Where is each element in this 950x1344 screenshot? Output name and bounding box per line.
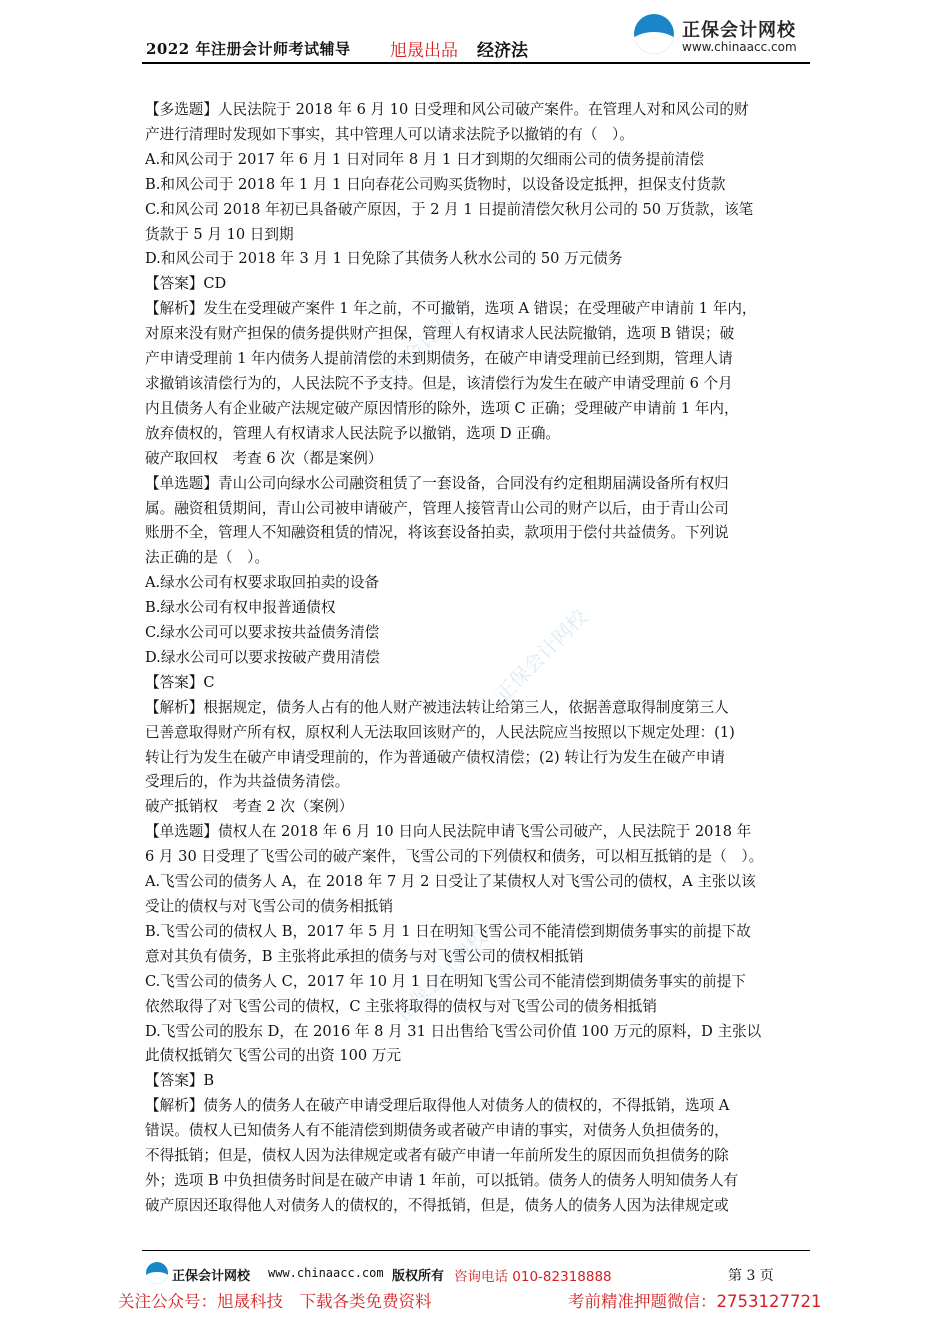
- text-line: B.绿水公司有权申报普通债权: [145, 599, 336, 617]
- text-line: 错误。债权人已知债务人有不能清偿到期债务或者破产申请的事实，对债务人负担债务的，: [145, 1122, 729, 1140]
- text-line: 【答案】C: [145, 673, 215, 691]
- footer-rule: [142, 1250, 810, 1251]
- text-line: 外；选项 B 中负担债务时间是在破产申请 1 年前，可以抵销。债务人的债务人明知债务人有: [145, 1171, 739, 1189]
- watermark-icon: 正保会计网校: [390, 924, 492, 1027]
- text-line: 求撤销该清偿行为的，人民法院不予支持。但是，该清偿行为发生在破产申请受理前 6 个月: [145, 374, 733, 392]
- text-line: 不得抵销；但是，债权人因为法律规定或者有破产申请一年前所发生的原因而负担债务的除: [145, 1147, 729, 1165]
- text-line: 【答案】B: [145, 1072, 215, 1090]
- footer-logo-name: 正保会计网校: [172, 1269, 251, 1284]
- text-line: 破产原因还取得他人对债务人的债权的，不得抵销，但是，债务人的债务人因为法律规定或: [145, 1196, 729, 1214]
- text-line: 【多选题】人民法院于 2018 年 6 月 10 日受理和风公司破产案件。在管理人对和风公司的财: [145, 101, 749, 118]
- promo-left: 关注公众号：旭晟科技 下载各类免费资料: [118, 1292, 432, 1311]
- text-line: D.飞雪公司的股东 D，在 2016 年 8 月 31 日出售给飞雪公司价值 100 万元的原料，D 主张以: [145, 1022, 762, 1040]
- watermark-icon: 正保会计网校: [370, 294, 472, 397]
- text-line: 【单选题】青山公司向绿水公司融资租赁了一套设备，合同没有约定租期届满设备所有权归: [145, 474, 729, 492]
- header-rule: [142, 62, 810, 64]
- text-line: 受理后的，作为共益债务清偿。: [145, 773, 350, 791]
- logo-icon: [634, 14, 674, 54]
- text-line: C.和风公司 2018 年初已具备破产原因，于 2 月 1 日提前清偿欠秋月公司的 50 万货款，该笔: [145, 200, 754, 218]
- text-line: C.绿水公司可以要求按共益债务清偿: [145, 624, 380, 642]
- text-line: 破产取回权 考查 6 次（都是案例）: [145, 449, 383, 467]
- promo-right: 考前精准押题微信：2753127721: [568, 1292, 822, 1311]
- text-line: B.飞雪公司的债权人 B，2017 年 5 月 1 日在明知飞雪公司不能清偿到期债务事实的前提下故: [145, 922, 751, 940]
- text-line: 转让行为发生在破产申请受理前的，作为普通破产债权清偿；(2) 转让行为发生在破产申请: [145, 748, 725, 766]
- text-line: 内且债务人有企业破产法规定破产原因情形的除外，选项 C 正确；受理破产申请前 1 年内，: [145, 399, 739, 417]
- text-line: 6 月 30 日受理了飞雪公司的破产案件，飞雪公司的下列债权和债务，可以相互抵销的是（ ）。: [145, 848, 764, 866]
- text-line: A.和风公司于 2017 年 6 月 1 日对同年 8 月 1 日才到期的欠细雨公司的债务提前清偿: [145, 150, 705, 168]
- text-line: 法正确的是（ ）。: [145, 549, 270, 567]
- text-line: 货款于 5 月 10 日到期: [145, 225, 294, 243]
- page-header: [142, 0, 810, 66]
- text-line: 产进行清理时发现如下事实，其中管理人可以请求法院予以撤销的有（ ）。: [145, 125, 634, 143]
- text-line: A.飞雪公司的债务人 A，在 2018 年 7 月 2 日受让了某债权人对飞雪公司的债权，A 主张以该: [145, 873, 756, 891]
- text-line: 受让的债权与对飞雪公司的债务相抵销: [145, 898, 394, 915]
- footer-copyright: 版权所有: [392, 1269, 445, 1284]
- text-line: 【单选题】债权人在 2018 年 6 月 10 日向人民法院申请飞雪公司破产，人民法院于 2018 年: [145, 823, 752, 841]
- text-line: 此债权抵销欠飞雪公司的出资 100 万元: [145, 1047, 402, 1065]
- header-subject: 经济法: [477, 41, 528, 61]
- text-line: 【解析】债务人的债务人在破产申请受理后取得他人对债务人的债权的，不得抵销，选项 A: [145, 1097, 730, 1115]
- footer-logo-icon: [146, 1262, 168, 1284]
- text-line: 依然取得了对飞雪公司的债权，C 主张将取得的债权与对飞雪公司的债务相抵销: [145, 997, 657, 1015]
- document-body: [145, 98, 811, 1219]
- page-number: 第 3 页: [728, 1268, 774, 1284]
- text-line: D.和风公司于 2018 年 3 月 1 日免除了其债务人秋水公司的 50 万元债务: [145, 250, 623, 268]
- header-title: 2022 年注册会计师考试辅导: [146, 40, 351, 58]
- text-line: 产申请受理前 1 年内债务人提前清偿的未到期债务，在破产申请受理前已经到期，管理人请: [145, 350, 733, 368]
- brand-logo: [634, 8, 810, 58]
- footer-url: www.chinaacc.com: [268, 1266, 384, 1280]
- watermark-icon: 正保会计网校: [490, 604, 592, 707]
- text-line: D.绿水公司可以要求按破产费用清偿: [145, 648, 380, 666]
- text-line: A.绿水公司有权要求取回拍卖的设备: [145, 574, 380, 592]
- page-footer: [142, 1258, 810, 1290]
- text-line: 对原来没有财产担保的债务提供财产担保，管理人有权请求人民法院撤销，选项 B 错误；破: [145, 325, 735, 343]
- text-line: 【答案】CD: [145, 275, 227, 293]
- text-line: 意对其负有债务，B 主张将此承担的债务与对飞雪公司的债权相抵销: [145, 947, 584, 965]
- text-line: 【解析】发生在受理破产案件 1 年之前，不可撤销，选项 A 错误；在受理破产申请前 1 年内，: [145, 300, 757, 318]
- logo-name: 正保会计网校: [682, 20, 796, 41]
- footer-phone: 咨询电话 010-82318888: [454, 1269, 612, 1285]
- text-line: B.和风公司于 2018 年 1 月 1 日向春花公司购买货物时，以设备设定抵押，担保支付货款: [145, 175, 726, 193]
- header-red-text: 旭晟出品: [390, 41, 458, 61]
- text-line: 账册不全，管理人不知融资租赁的情况，将该套设备拍卖，款项用于偿付共益债务。下列说: [145, 524, 729, 542]
- text-line: 【解析】根据规定，债务人占有的他人财产被违法转让给第三人，依据善意取得制度第三人: [145, 698, 729, 716]
- text-line: 放弃债权的，管理人有权请求人民法院予以撤销，选项 D 正确。: [145, 424, 561, 442]
- text-line: 破产抵销权 考查 2 次（案例）: [145, 798, 354, 816]
- text-line: 属。融资租赁期间，青山公司被申请破产，管理人接管青山公司的财产以后，由于青山公司: [145, 499, 729, 517]
- text-line: C.飞雪公司的债务人 C，2017 年 10 月 1 日在明知飞雪公司不能清偿到期债务事实的前提下: [145, 972, 746, 990]
- logo-url: www.chinaacc.com: [682, 40, 797, 54]
- text-line: 已善意取得财产所有权，原权利人无法取回该财产的，人民法院应当按照以下规定处理：(1): [145, 723, 735, 741]
